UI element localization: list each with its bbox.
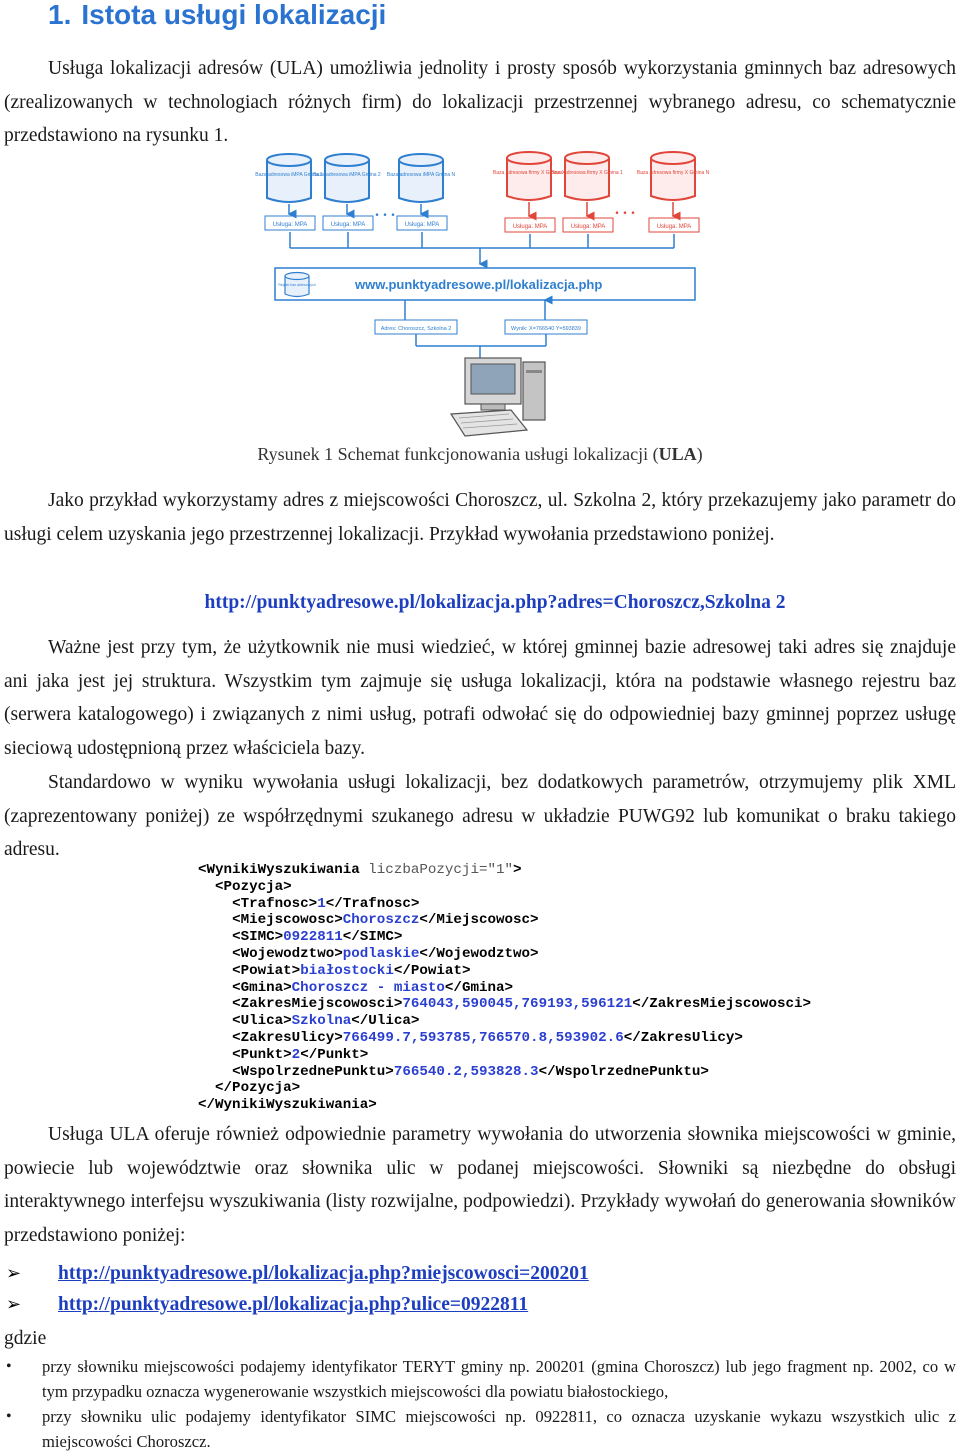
dictionary-links-list (4, 1258, 956, 1320)
streets-dictionary-link[interactable]: http://punktyadresowe.pl/lokalizacja.php?ulice=0922811 (58, 1294, 529, 1315)
bullet-dot-icon: • (6, 1408, 12, 1425)
xml-tag-open: <Powiat> (232, 962, 301, 979)
registry-label: Rejestr baz adresowych (278, 283, 316, 287)
right-db-2-label: Baza adresowa firmy X Gmina 1 (551, 170, 623, 176)
list-item: • przy słowniku ulic podajemy identyfikator SIMC miejscowości np. 0922811, co oznacza uzyskanie wykazu wszystkich ulic z miejscowości Choroszcz. (4, 1404, 956, 1454)
xml-field-value: 0922811 (283, 929, 343, 946)
paragraph-example: Jako przykład wykorzystamy adres z miejscowości Choroszcz, ul. Szkolna 2, który przekazujemy jako parametr do usługi celem uzyskania jego przestrzennej lokalizacji. Przykład wywołania przedstawiono poniżej. (4, 490, 956, 545)
xml-tag-close: </Wojewodztwo> (419, 945, 539, 962)
result-box: Wynik: X=766540 Y=593839 (511, 326, 581, 332)
section-title: Istota usługi lokalizacji (81, 0, 387, 30)
xml-field-value: białostocki (300, 962, 394, 979)
xml-field-value: Choroszcz (342, 912, 420, 929)
ula-schema-diagram (255, 148, 715, 440)
svg-text:Usługa: MPA: Usługa: MPA (404, 222, 440, 228)
paragraph-explanation: Ważne jest przy tym, że użytkownik nie musi wiedzieć, w której gminnej bazie adresowej taki adres się znajduje ani jaka jest jej struktura. Wszystkim tym zajmuje się usługa lokalizacji, która na podstawie własnego rejestru baz (serwera katalogowego) i związanych z nimi usług, potrafi odwołać się do odpowiedniej bazy gminnej poprzez usługę sieciową udostępnioną przez właściciela bazy. (4, 637, 956, 759)
section-heading (48, 0, 386, 30)
svg-text:Usługa: MPA: Usługa: MPA (570, 224, 606, 230)
xml-tag-open: <ZakresMiejscowosci> (232, 996, 403, 1013)
xml-tag-close: </Gmina> (444, 979, 514, 996)
xml-field-value: 766540.2,593828.3 (393, 1063, 539, 1080)
xml-pozycja-close: </Pozycja> (215, 1080, 301, 1097)
xml-tag-close: </Punkt> (300, 1046, 369, 1063)
xml-field-value: Szkolna (291, 1013, 352, 1030)
xml-pozycja-open: <Pozycja> (215, 878, 292, 895)
xml-tag-open: <ZakresUlicy> (232, 1029, 343, 1046)
right-db-3 (637, 152, 710, 200)
xml-tag-open: <Punkt> (232, 1046, 292, 1063)
svg-text:Usługa: MPA: Usługa: MPA (656, 224, 692, 230)
right-db-3-label: Baza adresowa firmy X Gmina N (636, 170, 710, 176)
caption-bold: ULA (658, 444, 697, 464)
xml-tag-close: </ZakresUlicy> (623, 1029, 743, 1046)
xml-tag-close: </Ulica> (351, 1013, 420, 1030)
left-db-1-label: Baza adresowa iMPA Gmina 1 (255, 172, 323, 178)
xml-field-value: 764043,590045,769193,596121 (402, 996, 633, 1013)
where-label: gdzie (4, 1328, 47, 1349)
arrow-bullet-icon: ➢ (6, 1263, 22, 1283)
xml-tag-open: <Ulica> (232, 1013, 292, 1030)
xml-field-value: podlaskie (342, 945, 420, 962)
left-db-3 (387, 154, 456, 202)
xml-tag-close: </SIMC> (342, 929, 403, 946)
xml-tag-close: </ZakresMiejscowosci> (632, 996, 812, 1013)
svg-text:Usługa: MPA: Usługa: MPA (512, 224, 548, 230)
xml-tag-close: </Miejscowosc> (419, 912, 539, 929)
right-db-1 (493, 152, 566, 200)
xml-tag-close: </Powiat> (393, 962, 471, 979)
right-db-1-label: Baza adresowa firmy X Gmina X (492, 170, 566, 176)
xml-field-value: Choroszcz - miasto (291, 979, 445, 996)
xml-root-attr: liczbaPozycji="1" (359, 862, 514, 878)
svg-text:Usługa: MPA: Usługa: MPA (272, 222, 308, 228)
figure-caption: Rysunek 1 Schemat funkcjonowania usługi lokalizacji (ULA) (257, 444, 703, 464)
xml-tag-open: <Miejscowosc> (232, 912, 343, 929)
xml-root-open: <WynikiWyszukiwania (198, 862, 360, 878)
svg-text:Usługa: MPA: Usługa: MPA (330, 222, 366, 228)
arrow-bullet-icon: ➢ (6, 1294, 22, 1314)
computer-icon (451, 358, 545, 436)
list-item: • przy słowniku miejscowości podajemy identyfikator TERYT gminy np. 200201 (gmina Choroszcz) lub jego fragment np. 2002, co w tym przypadku oznacza wygenerowanie wszystkich miejscowości dla powiatu białostockiego, (4, 1354, 956, 1404)
address-box: Adres: Choroszcz, Szkolna 2 (380, 326, 452, 332)
left-db-3-label: Baza adresowa iMPA Gmina N (386, 172, 456, 178)
paragraph-dictionaries: Usługa ULA oferuje również odpowiednie parametry wywołania do utworzenia słownika miejscowości w gminie, powiecie lub województwie oraz słownika ulic w podanej miejscowości. Słowniki są niezbędne do obsługi interaktywnego interfejsu wyszukiwania (listy rozwijalne, podpowiedzi). Przykłady wywołań do generowania słowników przedstawiono poniżej: (4, 1124, 956, 1246)
xml-tag-open: <Gmina> (232, 979, 292, 996)
localities-dictionary-link[interactable]: http://punktyadresowe.pl/lokalizacja.php?miejscowosci=200201 (58, 1263, 589, 1284)
xml-field-value: 766499.7,593785,766570.8,593902.6 (342, 1029, 624, 1046)
xml-code-block: <WynikiWyszukiwania liczbaPozycji="1"> <Pozycja> <Trafnosc>1</Trafnosc> <Miejscowosc>Choroszcz</Miejscowosc> <SIMC>0922811</SIMC> <Wojewodztwo>podlaskie</Wojewodztwo> <Powiat>białostocki</Powiat> <Gmina>Choroszcz - miasto</Gmina> <ZakresMiejscowosci>764043,590045,769193,596121</ZakresMiejscowosci> <Ulica>Szkolna</Ulica> <ZakresUlicy>766499.7,593785,766570.8,593902.6</ZakresUlicy> <Punkt>2</Punkt> <WspolrzednePunktu>766540.2,593828.3</WspolrzednePunktu> </Pozycja> </WynikiWyszukiwania> (198, 862, 812, 1114)
paragraph-xml-intro: Standardowo w wyniku wywołania usługi lokalizacji, bez dodatkowych parametrów, otrzymujemy plik XML (zaprezentowany poniżej) ze współrzędnymi szukanego adresu w układzie PUWG92 lub komunikat o braku takiego adresu. (4, 772, 956, 860)
xml-tag-open: <Wojewodztwo> (232, 945, 343, 962)
list-item (4, 1258, 956, 1289)
xml-field-value: 1 (317, 895, 326, 912)
example-url-link[interactable]: http://punktyadresowe.pl/lokalizacja.php?adres=Choroszcz,Szkolna 2 (204, 592, 786, 613)
section-number: 1. (48, 0, 72, 30)
url-text: www.punktyadresowe.pl/lokalizacja.php (355, 277, 603, 292)
right-db-2 (551, 152, 623, 200)
left-db-1 (255, 154, 323, 202)
bullet-dot-icon: • (6, 1358, 12, 1375)
list-item (4, 1289, 956, 1320)
xml-tag-open: <Trafnosc> (232, 895, 318, 912)
svg-text:. . .: . . . (615, 201, 635, 218)
xml-root-close: </WynikiWyszukiwania> (198, 1097, 377, 1114)
explanation-bullets (4, 1354, 956, 1454)
svg-text:. . .: . . . (375, 203, 395, 220)
xml-tag-open: <SIMC> (232, 929, 284, 946)
xml-tag-close: </Trafnosc> (325, 895, 420, 912)
left-db-2 (313, 154, 381, 202)
paragraph-intro: Usługa lokalizacji adresów (ULA) umożliwia jednolity i prosty sposób wykorzystania gminnych baz adresowych (zrealizowanych w technologiach różnych firm) do lokalizacji przestrzennej wybranego adresu, co schematycznie przedstawiono na rysunku 1. (4, 58, 956, 146)
xml-tag-close: </WspolrzednePunktu> (538, 1063, 709, 1080)
xml-field-value: 2 (291, 1046, 301, 1063)
xml-tag-open: <WspolrzednePunktu> (232, 1063, 394, 1080)
left-db-2-label: Baza adresowa iMPA Gmina 2 (313, 172, 381, 178)
